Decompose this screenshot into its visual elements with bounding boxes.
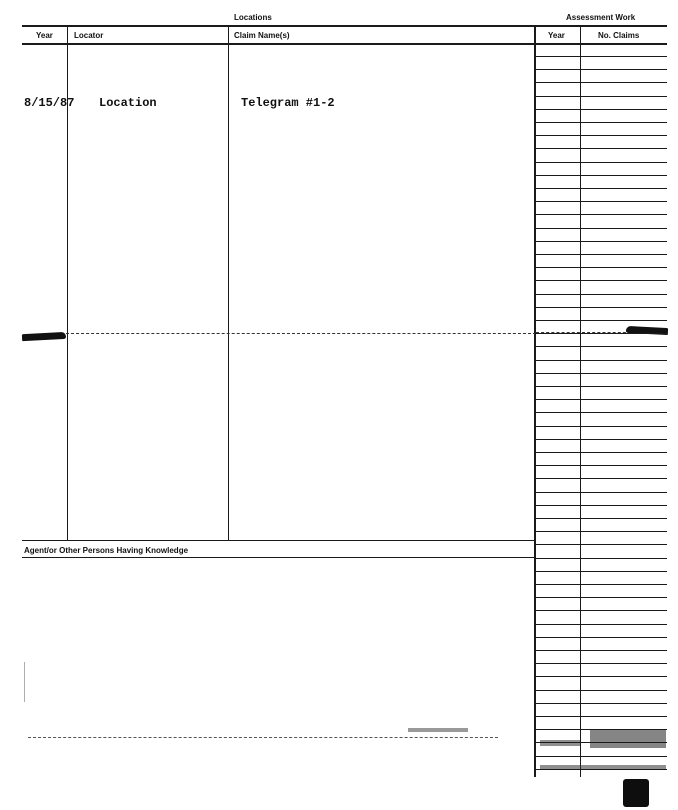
assessment-row-line xyxy=(535,333,667,334)
locations-title: Locations xyxy=(234,13,272,22)
scan-noise-speck xyxy=(540,740,580,746)
assessment-row-line xyxy=(535,663,667,664)
assessment-row-line xyxy=(535,505,667,506)
assessment-row-line xyxy=(535,452,667,453)
agent-section-top-rule xyxy=(22,540,535,541)
assessment-row-line xyxy=(535,96,667,97)
assessment-row-line xyxy=(535,716,667,717)
assessment-row-line xyxy=(535,729,667,730)
assessment-row-line xyxy=(535,280,667,281)
assessment-row-line xyxy=(535,82,667,83)
assessment-row-line xyxy=(535,399,667,400)
assessment-row-line xyxy=(535,676,667,677)
column-divider-locator xyxy=(228,27,229,540)
assessment-row-line xyxy=(535,624,667,625)
assessment-row-line xyxy=(535,320,667,321)
agent-section-bottom-rule xyxy=(22,557,535,558)
assessment-row-line xyxy=(535,307,667,308)
assessment-row-line xyxy=(535,571,667,572)
assessment-row-line xyxy=(535,610,667,611)
entry-locator: Location xyxy=(99,96,157,110)
assessment-row-line xyxy=(535,558,667,559)
assessment-row-line xyxy=(535,162,667,163)
column-header-locator: Locator xyxy=(74,31,104,40)
assessment-row-line xyxy=(535,584,667,585)
assessment-row-line xyxy=(535,228,667,229)
assessment-row-line xyxy=(535,439,667,440)
header-top-rule xyxy=(22,25,667,27)
entry-claim-name: Telegram #1-2 xyxy=(241,96,335,110)
assessment-row-line xyxy=(535,386,667,387)
corner-mark xyxy=(623,779,649,807)
assessment-row-line xyxy=(535,56,667,57)
assessment-row-line xyxy=(535,360,667,361)
assessment-row-line xyxy=(535,518,667,519)
header-bottom-rule xyxy=(22,43,667,45)
column-divider-claims xyxy=(534,27,536,777)
assessment-row-line xyxy=(535,650,667,651)
assessment-row-line xyxy=(535,241,667,242)
assessment-row-line xyxy=(535,373,667,374)
scan-noise-line xyxy=(28,737,498,738)
assessment-row-line xyxy=(535,254,667,255)
assessment-row-line xyxy=(535,148,667,149)
binder-mark-left xyxy=(22,332,66,341)
assessment-row-line xyxy=(535,742,667,743)
assessment-work-title: Assessment Work xyxy=(566,13,636,22)
agent-section-label: Agent/or Other Persons Having Knowledge xyxy=(24,546,189,555)
assessment-row-line xyxy=(535,544,667,545)
assessment-row-line xyxy=(535,637,667,638)
column-header-assessment-year: Year xyxy=(548,31,565,40)
assessment-row-line xyxy=(535,294,667,295)
column-header-year: Year xyxy=(36,31,53,40)
assessment-row-line xyxy=(535,135,667,136)
assessment-row-line xyxy=(535,531,667,532)
assessment-row-line xyxy=(535,769,667,770)
assessment-row-line xyxy=(535,175,667,176)
assessment-row-line xyxy=(535,690,667,691)
assessment-row-line xyxy=(535,492,667,493)
assessment-row-line xyxy=(535,214,667,215)
column-divider-assessment-year xyxy=(580,27,581,777)
column-header-num-claims: No. Claims xyxy=(598,31,640,40)
assessment-row-line xyxy=(535,69,667,70)
assessment-row-line xyxy=(535,201,667,202)
assessment-row-line xyxy=(535,756,667,757)
scan-noise-speck xyxy=(590,730,666,748)
column-header-claim-names: Claim Name(s) xyxy=(234,31,290,40)
assessment-row-line xyxy=(535,478,667,479)
assessment-row-line xyxy=(535,346,667,347)
assessment-row-line xyxy=(535,465,667,466)
fold-line xyxy=(66,333,536,334)
assessment-row-line xyxy=(535,109,667,110)
scan-noise-speck xyxy=(408,728,468,732)
assessment-row-line xyxy=(535,703,667,704)
scan-noise-speck xyxy=(24,662,25,702)
assessment-row-line xyxy=(535,426,667,427)
assessment-row-line xyxy=(535,597,667,598)
entry-year: 8/15/87 xyxy=(24,96,75,110)
assessment-row-line xyxy=(535,122,667,123)
assessment-row-line xyxy=(535,188,667,189)
assessment-row-line xyxy=(535,267,667,268)
assessment-row-line xyxy=(535,412,667,413)
